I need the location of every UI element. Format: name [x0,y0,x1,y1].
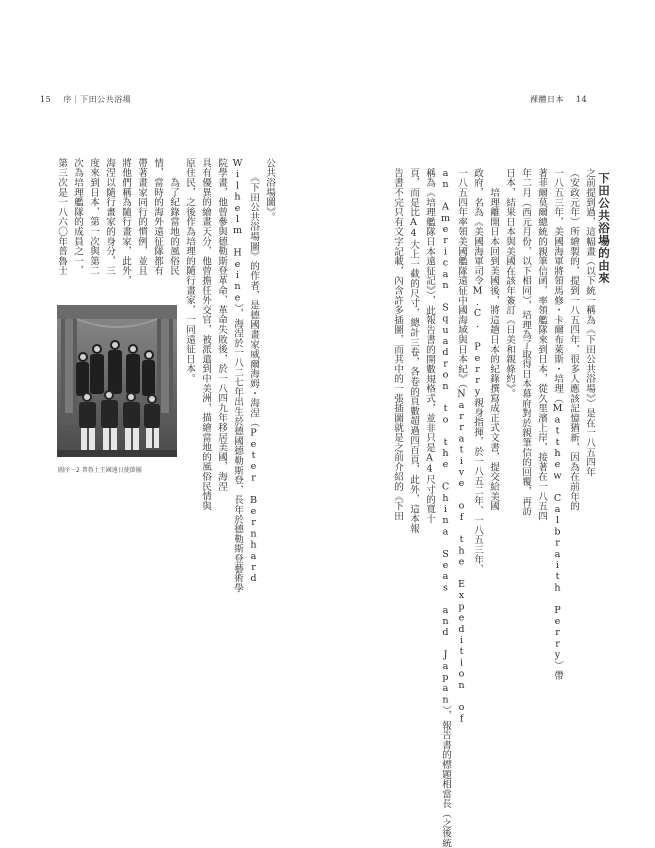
figure-caption: 圖序－2 普魯士王國遠日使節團 [58,467,142,474]
right-text-column: 稱為《培理艦隊日本遠征記》），此報告書的開數規格式，並非只是A4尺寸的寬十 [424,168,435,524]
left-text-column: 為了紀錄當地的風俗民 [168,158,179,276]
section-title: 下田公共浴場的由來 [597,172,611,285]
right-text-column: 著菲爾莫爾總統的親筆信函，率領艦隊來到日本，從久里濱上岸，接著在一八五四 [536,168,547,521]
right-text-column: 政府，名為《美國海軍司令M.C. Perry親身指揮，於一八五二年、一八五三年、 [472,168,483,574]
right-text-column: 告書不完只有文字記載，內含許多插圖，而其中的一張插圖就是之前介紹的《下田 [392,168,403,521]
right-text-column: 頁，而是比A4大上一截的尺寸，總計三卷，各卷的頁數超過四百頁，此外，這本報 [408,168,419,534]
left-text-column: 院學畫，他曾參與德勒斯登革命，革命失敗後，於一八四九年移居美國，海涅 [216,158,227,492]
left-text-column: 《下田公共浴場圖》的作者，是德國畫家威爾海姆・海涅（Peter Bernhard [248,158,259,585]
left-text-column: 帶著畫家同行的慣例，並且 [136,158,147,276]
left-text-column: Wilhelm Heine），海涅於一八二七年出生於德國德勒斯登，長年於德勒斯登藝術學 [232,158,243,593]
right-text-column: 之前提到過，這幅畫（以下統一稱為《下田公共浴場》）是在一八五四年 [584,168,595,477]
left-text-column: 將他們稱為隨行畫家，此外， [120,158,131,286]
right-text-column: （安政元年）所繪製的，提到一八五四年，很多人應該記憶猶新，因為在前年的 [568,168,579,511]
group-photo [57,305,177,457]
right-text-column: 一八五四年率領美國艦隊遠征中國海域與日本紀》（Narrative of the Expedition of [456,168,467,725]
left-text-column: 海涅以隨行畫家的身分，三 [104,158,115,276]
right-text-column: 一八五三年，美國海軍將領馬修・卡爾布萊斯・培理（Matthew Calbraith Perry）帶 [552,168,563,681]
right-text-column: 培理離開日本回到美國後，將這趟日本的紀錄撰寫成正式文書，提交給美國 [488,168,499,511]
right-text-column: an American Squadron to the China Seas and Japan），報告書的標題相當長（之後統 [440,168,451,848]
right-text-column: 日本，結果日本與美國在該年簽訂《日美和親條約》。 [504,168,515,399]
left-text-column: 次為培理艦隊的成員之一， [72,158,83,276]
right-page-header [530,94,587,105]
left-text-column: 具有優異的繪畫天分，他曾擔任外交官，被派遣到中美洲，描繪當地的風俗民情與 [200,158,211,511]
left-text-column: 度來到日本，第一次與第二 [88,158,99,276]
left-page-number: 15 [40,95,52,104]
right-page-number: 14 [576,95,588,104]
right-text-column: 年二月（西元月份，以下相同），培理為了取得日本幕府對於親筆信的回覆，再訪 [520,168,531,516]
right-running-title: 裸體日本 [530,95,564,104]
left-text-column: 公共浴場圖》。 [264,158,275,222]
left-running-title: 序｜下田公共浴場 [63,95,132,104]
left-text-column: 第三次是一八六〇年普魯士 [56,158,67,276]
left-page-header [40,94,131,105]
left-text-column: 原住民，之後作為培理的隨行畫家，一同遠征日本。 [184,158,195,384]
left-text-column: 情，當時的海外遠征隊都有 [152,158,163,276]
